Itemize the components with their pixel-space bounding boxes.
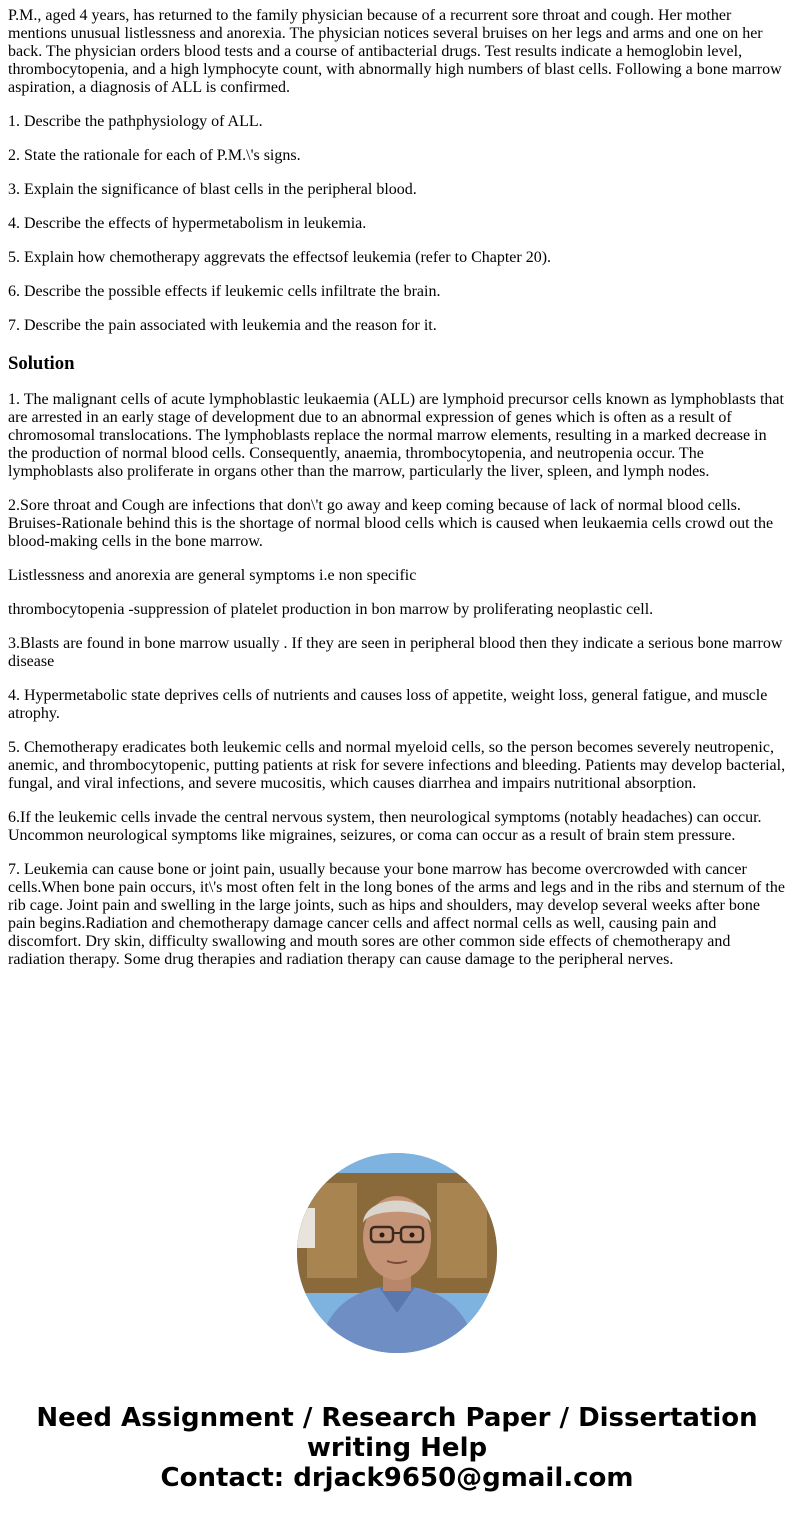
question-intro: P.M., aged 4 years, has returned to the family physician because of a recurrent sore throat and cough. Her mother mentions unusual listlessness and anorexia. The physician notices several bruises on her legs and arms and one on her back. The physician orders blood tests and a course of antibacterial drugs. Test results indicate a hemoglobin level, thrombocytopenia, and a high lymphocyte count, with abnormally high numbers of blast cells. Following a bone marrow aspiration, a diagnosis of ALL is confirmed. [8,7,782,96]
document-body [8,7,788,985]
question-item-5: 5. Explain how chemotherapy aggrevats the effectsof leukemia (refer to Chapter 20). [8,249,552,266]
solution-paragraph-9: 7. Leukemia can cause bone or joint pain, usually because your bone marrow has become overcrowded with cancer cells.When bone pain occurs, it\'s most often felt in the long bones of the arms and legs and in the ribs and sternum of the rib cage. Joint pain and swelling in the large joints, such as hips and shoulders, may develop several weeks after bone pain begins.Radiation and chemotherapy damage cancer cells and affect normal cells as well, causing pain and discomfort. Dry skin, difficulty swallowing and mouth sores are other common side effects of chemotherapy and radiation therapy. Some drug therapies and radiation therapy can cause damage to the peripheral nerves. [8,861,785,968]
solution-paragraph-5: 3.Blasts are found in bone marrow usually . If they are seen in peripheral blood then they indicate a serious bone marrow disease [8,635,783,670]
question-item-6: 6. Describe the possible effects if leukemic cells infiltrate the brain. [8,283,441,300]
promo-line-1: Need Assignment / Research Paper / Dissertation [36,1403,758,1433]
solution-paragraph-4: thrombocytopenia -suppression of platelet production in bon marrow by proliferating neoplastic cell. [8,601,654,618]
solution-paragraph-7: 5. Chemotherapy eradicates both leukemic cells and normal myeloid cells, so the person becomes severely neutropenic, anemic, and thrombocytopenic, putting patients at risk for severe infections and bleeding. Patients may develop bacterial, fungal, and viral infections, and severe mucositis, which causes diarrhea and impairs nutritional absorption. [8,739,786,792]
question-item-4: 4. Describe the effects of hypermetabolism in leukemia. [8,215,367,232]
question-item-3: 3. Explain the significance of blast cells in the peripheral blood. [8,181,417,198]
solution-paragraph-2: 2.Sore throat and Cough are infections that don\'t go away and keep coming because of lack of normal blood cells. Bruises-Rationale behind this is the shortage of normal blood cells which is caused when leukaemia cells crowd out the blood-making cells in the bone marrow. [8,497,774,550]
promo-contact[interactable]: Contact: drjack9650@gmail.com [160,1463,634,1493]
promo-banner [0,1403,794,1493]
solution-paragraph-1: 1. The malignant cells of acute lymphoblastic leukaemia (ALL) are lymphoid precursor cells known as lymphoblasts that are arrested in an early stage of development due to an abnormal expression of genes which is often as a result of chromosomal translocations. The lymphoblasts replace the normal marrow elements, resulting in a marked decrease in the production of normal blood cells. Consequently, anaemia, thrombocytopenia, and neutropenia occur. The lymphoblasts also proliferate in organs other than the marrow, particularly the liver, spleen, and lymph nodes. [8,391,784,480]
promo-line-2: writing Help [306,1433,488,1463]
question-item-1: 1. Describe the pathphysiology of ALL. [8,113,263,130]
question-item-2: 2. State the rationale for each of P.M.\'s signs. [8,147,301,164]
solution-heading: Solution [8,353,75,374]
question-item-7: 7. Describe the pain associated with leukemia and the reason for it. [8,317,437,334]
solution-paragraph-8: 6.If the leukemic cells invade the central nervous system, then neurological symptoms (notably headaches) can occur. Uncommon neurological symptoms like migraines, seizures, or coma can occur as a result of brain stem pressure. [8,809,762,844]
solution-paragraph-6: 4. Hypermetabolic state deprives cells of nutrients and causes loss of appetite, weight loss, general fatigue, and muscle atrophy. [8,687,768,722]
solution-paragraph-3: Listlessness and anorexia are general symptoms i.e non specific [8,567,417,584]
author-portrait [297,1153,497,1353]
author-avatar [297,1153,497,1353]
